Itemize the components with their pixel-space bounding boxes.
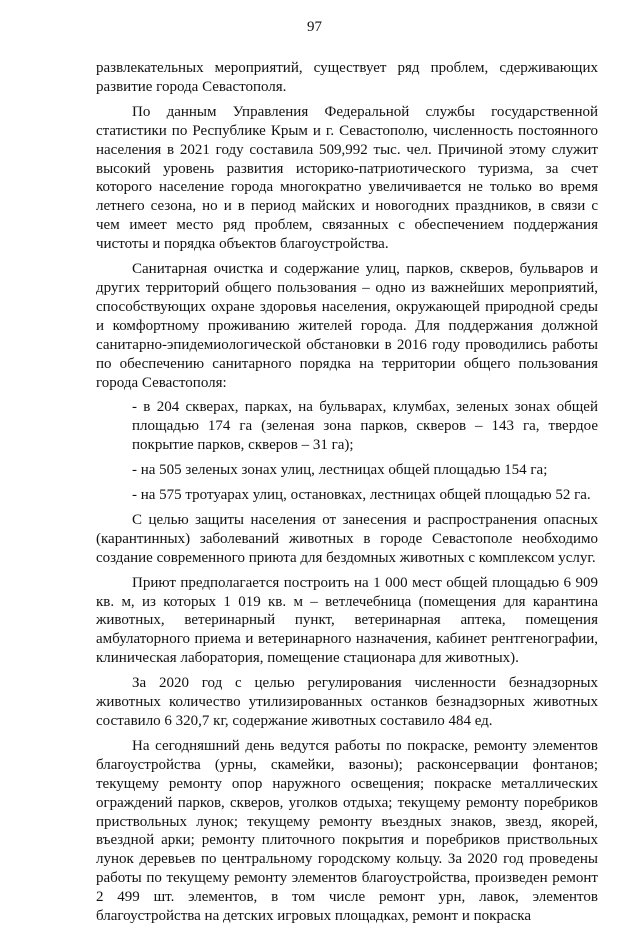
paragraph-sanitary-cleaning: Санитарная очистка и содержание улиц, парков, скверов, бульваров и других территорий общего пользования – одно из важнейших мероприятий, способствующих охране здоровья населения, окружающей природной среды и комфортному проживанию жителей города. Для поддержания должной санитарно-эпидемиологической обстановки в 2016 году проводились работы по обеспечению санитарного порядка на территории общего пользования города Севастополя: xyxy=(96,261,598,391)
document-body xyxy=(96,59,598,926)
page-number: 97 xyxy=(307,19,322,35)
list-item-squares: - в 204 скверах, парках, на бульварах, клумбах, зеленых зонах общей площадью 174 га (зеленая зона парков, скверов – 143 га, твердое покрытие парков, скверов – 31 га); xyxy=(132,399,598,454)
list-item-green-zones: - на 505 зеленых зонах улиц, лестницах общей площадью 154 га; xyxy=(132,462,548,479)
paragraph-improvement-works: На сегодняшний день ведутся работы по покраске, ремонту элементов благоустройства (урны, скамейки, вазоны); расконсервации фонтанов; текущему ремонту опор наружного освещения; покраске металлических ограждений парков, скверов, уголков отдыха; текущему ремонту поребриков приствольных лунок; текущему ремонту въездных знаков, звезд, якорей, въездной арки; ремонту плиточного покрытия и поребриков приствольных лунок деревьев по центральному городскому кольцу. За 2020 год проведены работы по текущему ремонту элементов благоустройства, произведен ремонт 2 499 шт. элементов, в том числе ремонт урн, лавок, элементов благоустройства на детских игровых площадках, ремонт и покраска xyxy=(96,737,598,925)
paragraph-shelter-plan: Приют предполагается построить на 1 000 мест общей площадью 6 909 кв. м, из которых 1 019 кв. м – ветлечебница (помещения для карантина животных, ветеринарный пункт, ветеринарная аптека, помещения амбулаторного приема и ветеринарного назначения, кабинет рентгенографии, клиническая лаборатория, помещение стационара для животных). xyxy=(96,574,598,667)
list-item-sidewalks: - на 575 тротуарах улиц, остановках, лестницах общей площадью 52 га. xyxy=(132,487,591,504)
paragraph-population: По данным Управления Федеральной службы государственной статистики по Республике Крым и г. Севастополю, численность постоянного населения в 2021 году составила 509,992 тыс. чел. Причиной этому служит высокий уровень развития историко-патриотического туризма, за счет которого население города многократно увеличивается не только во время летнего сезона, но и в период майских и новогодних праздников, в связи с чем имеет место ряд проблем, связанных с обеспечением поддержания чистоты и порядка объектов благоустройства. xyxy=(96,103,598,253)
paragraph-animal-shelter-need: С целью защиты населения от занесения и распространения опасных (карантинных) заболеваний животных в городе Севастополе необходимо создание современного приюта для бездомных животных с комплексом услуг. xyxy=(96,511,598,566)
paragraph-continuation: развлекательных мероприятий, существует ряд проблем, сдерживающих развитие города Севастополя. xyxy=(96,60,598,95)
paragraph-stray-animals-2020: За 2020 год с целью регулирования численности безнадзорных животных количество утилизированных останков безнадзорных животных составило 6 320,7 кг, содержание животных составило 484 ед. xyxy=(96,675,598,729)
